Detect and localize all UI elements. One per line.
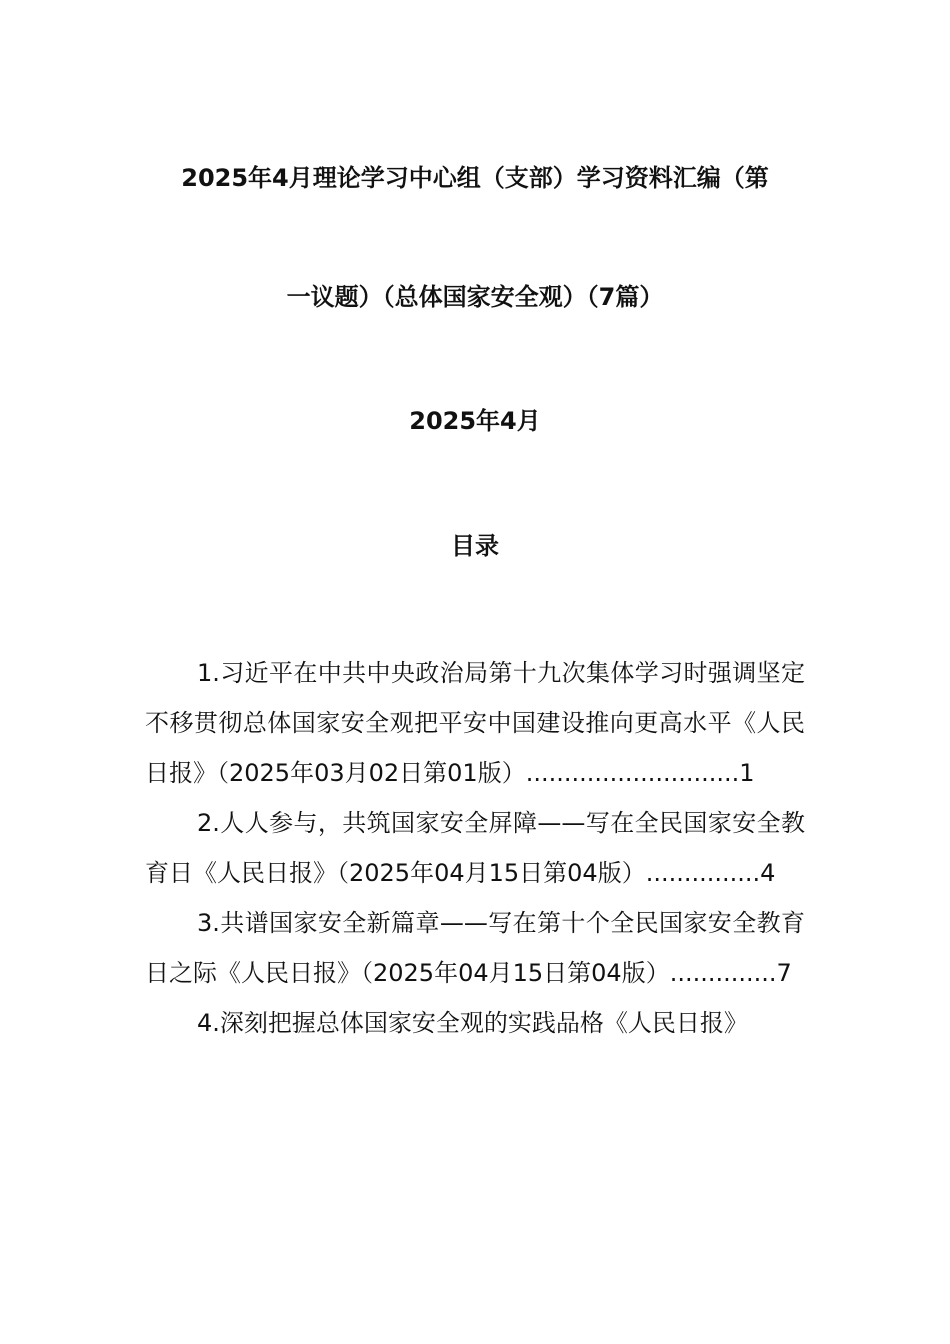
toc-heading: 目录 xyxy=(451,532,499,560)
toc-item-4[interactable]: 4.深刻把握总体国家安全观的实践品格《人民日报》 xyxy=(197,1009,748,1037)
toc-item-2[interactable]: 2.人人参与，共筑国家安全屏障——写在全民国家安全教育日《人民日报》（2025年04月15日第04版）...............4 xyxy=(145,809,805,887)
document-date: 2025年4月 xyxy=(409,407,541,435)
table-of-contents xyxy=(145,648,805,1048)
document-title-line-1: 2025年4月理论学习中心组（支部）学习资料汇编（第 xyxy=(181,164,769,192)
toc-item-1[interactable]: 1.习近平在中共中央政治局第十九次集体学习时强调坚定不移贯彻总体国家安全观把平安中国建设推向更高水平《人民日报》（2025年03月02日第01版）............................1 xyxy=(145,659,805,787)
toc-item-3[interactable]: 3.共谱国家安全新篇章——写在第十个全民国家安全教育日之际《人民日报》（2025年04月15日第04版）..............7 xyxy=(145,909,805,987)
document-title-line-2: 一议题）（总体国家安全观）（7篇） xyxy=(286,283,664,311)
